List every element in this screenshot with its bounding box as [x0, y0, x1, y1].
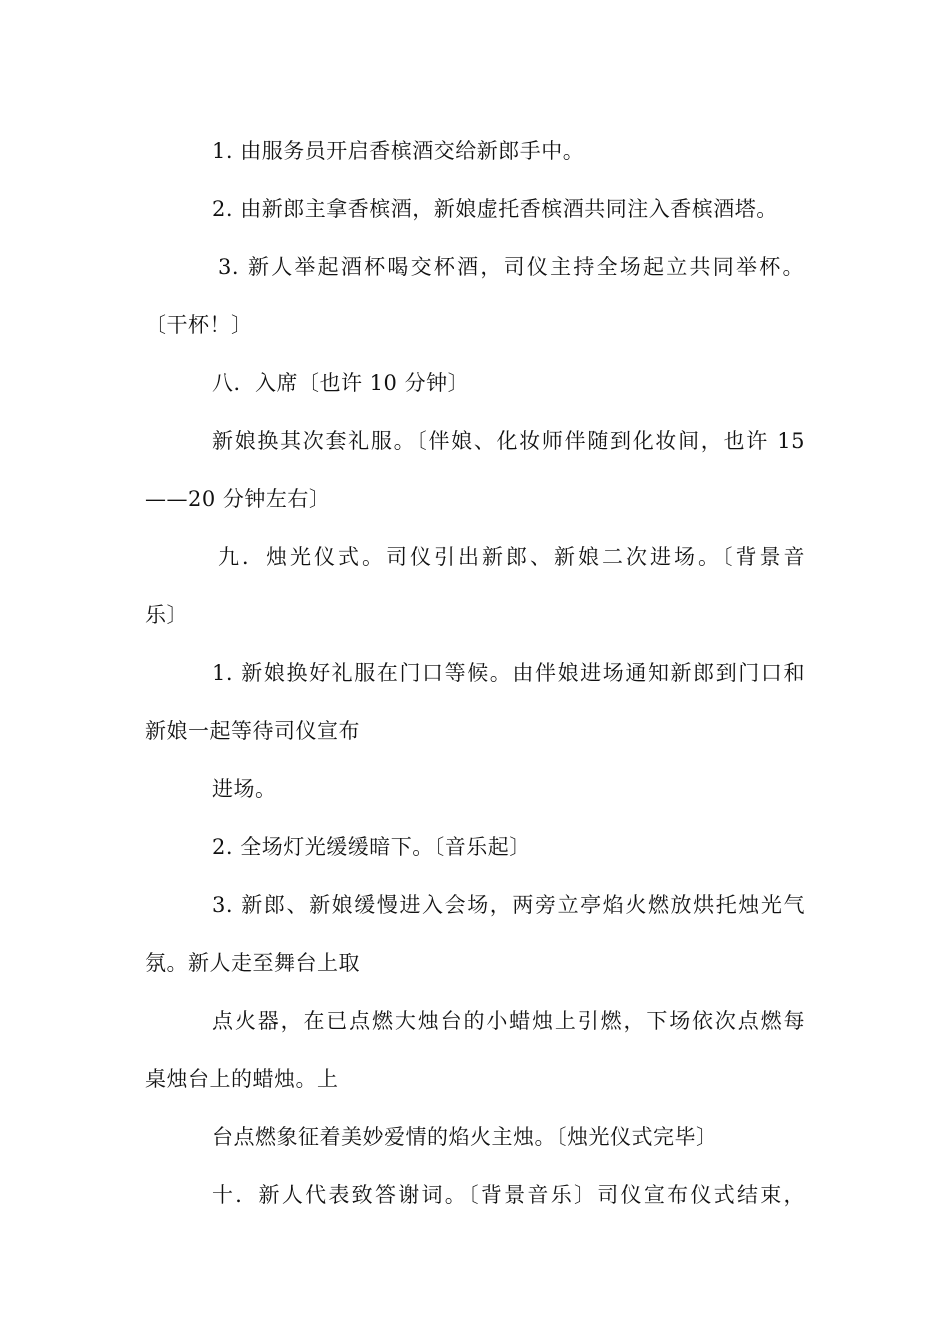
text-line: 〔干杯！〕	[145, 313, 253, 337]
text-line: 新娘一起等待司仪宣布	[145, 719, 360, 743]
text-line: ——20 分钟左右〕	[145, 487, 331, 511]
text-line: 新娘换其次套礼服。〔伴娘、化妆师伴随到化妆间，也许 15	[212, 429, 805, 453]
text-line: 乐〕	[145, 603, 188, 627]
section-heading: 十．新人代表致答谢词。〔背景音乐〕司仪宣布仪式结束，	[212, 1183, 805, 1207]
text-line: 3. 新人举起酒杯喝交杯酒，司仪主持全场起立共同举杯。	[218, 255, 804, 279]
section-heading: 九．烛光仪式。司仪引出新郎、新娘二次进场。〔背景音	[218, 545, 805, 569]
text-line: 2. 全场灯光缓缓暗下。〔音乐起〕	[212, 835, 531, 859]
text-line: 1. 由服务员开启香槟酒交给新郎手中。	[212, 139, 585, 163]
text-line: 进场。	[212, 777, 277, 801]
text-line: 点火器，在已点燃大烛台的小蜡烛上引燃，下场依次点燃每	[212, 1009, 805, 1033]
text-line: 3. 新郎、新娘缓慢进入会场，两旁立亭焰火燃放烘托烛光气	[212, 893, 805, 917]
section-heading: 八．入席〔也许 10 分钟〕	[212, 371, 470, 395]
text-line: 1. 新娘换好礼服在门口等候。由伴娘进场通知新郎到门口和	[212, 661, 805, 685]
text-line: 桌烛台上的蜡烛。上	[145, 1067, 339, 1091]
text-line: 2. 由新郎主拿香槟酒，新娘虚托香槟酒共同注入香槟酒塔。	[212, 197, 778, 221]
text-line: 台点燃象征着美妙爱情的焰火主烛。〔烛光仪式完毕〕	[212, 1125, 718, 1149]
text-line: 氛。新人走至舞台上取	[145, 951, 360, 975]
